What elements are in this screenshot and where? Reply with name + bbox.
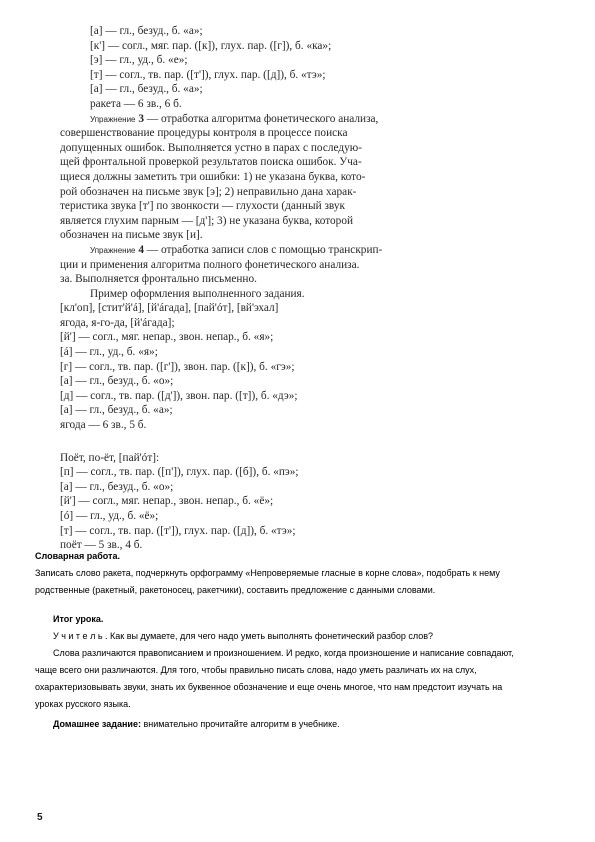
- text-line: [а] — гл., безуд., б. «а»;: [90, 83, 203, 96]
- teacher-question: [35, 628, 555, 645]
- text-line: поёт — 5 зв., 4 б.: [60, 539, 143, 552]
- text-line: [д] — согл., тв. пар. ([д']), звон. пар. ([т]), б. «дэ»;: [60, 389, 298, 402]
- sound-analysis-poyot: [60, 451, 570, 553]
- question-text: Как вы думаете, для чего надо уметь выполнять фонетический разбор слов?: [107, 631, 434, 641]
- text-line: теристика звука [т'] по звонкости — глухости (данный звук: [60, 200, 345, 213]
- text-line: обозначен на письме звук [и].: [60, 229, 203, 242]
- text-line: Поёт, по-ёт, [пай'óт]:: [60, 451, 160, 464]
- text-line: [й'] — согл., мяг. непар., звон. непар., б. «я»;: [60, 331, 274, 344]
- text-line: за. Выполняется фронтально письменно.: [60, 273, 257, 286]
- exercise-label: Упражнение: [90, 114, 136, 124]
- exercise-4-text: [60, 258, 570, 287]
- teacher-label: У ч и т е л ь .: [53, 631, 108, 641]
- answer-line: Слова различаются правописанием и произношением. И редко, когда произношение и написание совпадают,: [53, 648, 514, 658]
- homework-text: внимательно прочитайте алгоритм в учебнике.: [140, 719, 340, 729]
- text-line: допущенных ошибок. Выполняется устно в парах с последую-: [60, 141, 362, 154]
- exercise-label: Упражнение: [90, 245, 136, 255]
- summary-answer: [35, 645, 555, 713]
- answer-line: охарактеризовывать звуки, знать их буквенное обозначение и еще очень многое, что нам предстоит изучать на: [35, 682, 503, 692]
- text-line: [э] — гл., уд., б. «е»;: [90, 54, 188, 67]
- text-line: является глухим парным — [д']; 3) не указана буква, которой: [60, 214, 354, 227]
- vocabulary-title: Словарная работа.: [35, 551, 120, 561]
- exercise-4-first-line: — отработка записи слов с помощью транскрип-: [146, 243, 383, 256]
- text-line: [ó] — гл., уд., б. «ё»;: [60, 510, 159, 522]
- text-line: [á] — гл., уд., б. «я»;: [60, 346, 158, 359]
- text-line: щиеся должны заметить три ошибки: 1) не указана буква, кото-: [60, 170, 366, 183]
- exercise-3-first-line: — отработка алгоритма фонетического анализа,: [146, 112, 379, 125]
- text-line: щей фронтальной проверкой результатов поиска ошибок. Уча-: [60, 156, 362, 169]
- answer-line: чаще всего они различаются. Для того, чтобы правильно писать слова, надо уметь различать их на слух,: [35, 665, 477, 675]
- text-line: [а] — гл., безуд., б. «а»;: [90, 25, 203, 37]
- sample-title: Пример оформления выполненного задания.: [90, 287, 305, 300]
- text-line: совершенствование процедуры контроля в процессе поиска: [60, 127, 348, 140]
- exercise-number: 3: [138, 112, 144, 125]
- text-line: [кл'оп], [стит'й'á], [й'áгада], [пай'óт], [вй'эхал]: [60, 302, 279, 315]
- summary-title: Итог урока.: [53, 614, 104, 624]
- answer-line: уроках русского языка.: [35, 699, 131, 709]
- scanned-book-page: [60, 0, 570, 553]
- text-line: [а] — гл., безуд., б. «а»;: [60, 404, 173, 417]
- exercise-4-heading: [60, 243, 570, 258]
- text-line: [т] — согл., тв. пар. ([т']), глух. пар. ([д]), б. «тэ»;: [60, 524, 296, 537]
- vocabulary-line-1: Записать слово ракета, подчеркнуть орфограмму «Непроверяемые гласные в корне слова», подобрать к нему: [35, 568, 500, 578]
- vocabulary-line-2: родственные (ракетный, ракетоносец, ракетчики), составить предложение с данными словами.: [35, 585, 436, 595]
- text-line: [г] — согл., тв. пар. ([г']), звон. пар. ([к]), б. «гэ»;: [60, 360, 295, 373]
- text-line: [п] — согл., тв. пар. ([п']), глух. пар. ([б]), б. «пэ»;: [60, 466, 299, 479]
- text-line: [к'] — согл., мяг. пар. ([к]), глух. пар. ([г]), б. «ка»;: [90, 39, 332, 52]
- exercise-3-heading: [60, 112, 570, 127]
- text-line: рой обозначен на письме звук [э]; 2) неправильно дана харак-: [60, 185, 357, 198]
- text-line: [й'] — согл., мяг. непар., звон. непар., б. «ё»;: [60, 495, 274, 508]
- page-number: 5: [37, 812, 43, 823]
- homework-line: [35, 716, 555, 733]
- text-line: [а] — гл., безуд., б. «о»;: [60, 480, 174, 493]
- text-line: ракета — 6 зв., 6 б.: [90, 97, 182, 110]
- exercise-number: 4: [138, 243, 144, 256]
- text-line: ягода — 6 зв., 5 б.: [60, 419, 147, 432]
- lesson-summary-section: [35, 611, 555, 713]
- vocabulary-section: [35, 548, 555, 599]
- text-line: ягода, я-го-да, [й'áгада];: [60, 316, 175, 329]
- sound-analysis-raketa: [60, 24, 570, 112]
- text-line: [т] — согл., тв. пар. ([т']), глух. пар. ([д]), б. «тэ»;: [90, 68, 326, 81]
- text-line: [а] — гл., безуд., б. «о»;: [60, 375, 174, 388]
- exercise-3-text: [60, 126, 570, 243]
- homework-label: Домашнее задание:: [53, 719, 141, 729]
- homework-section: [35, 716, 555, 733]
- text-line: ции и применения алгоритма полного фонетического анализа.: [60, 258, 360, 271]
- sound-analysis-yagoda: [60, 301, 570, 432]
